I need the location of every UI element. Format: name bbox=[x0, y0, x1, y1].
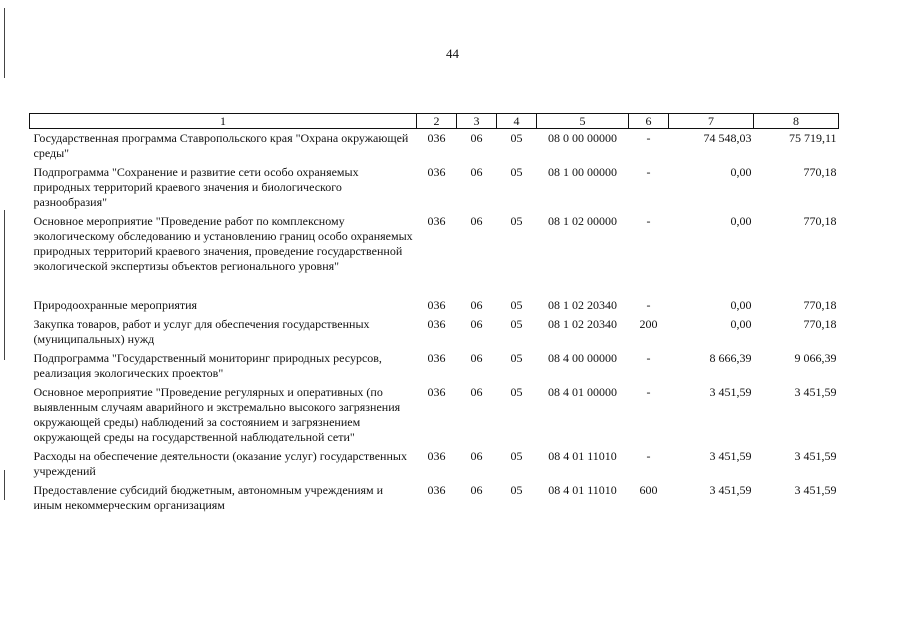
column-header: 2 bbox=[417, 114, 457, 129]
cell-expense-type: - bbox=[646, 385, 651, 399]
cell-amount-1: 8 666,39 bbox=[709, 351, 752, 365]
row-name: Подпрограмма "Сохранение и развитие сети особо охраняемых природных территорий краевого значения и биологического разнообразия" bbox=[33, 165, 359, 209]
row-name: Природоохранные мероприятия bbox=[33, 298, 198, 312]
cell-amount-1: 0,00 bbox=[730, 165, 752, 179]
cell-amount-1: 0,00 bbox=[730, 298, 752, 312]
cell-admin-code: 036 bbox=[427, 317, 446, 331]
cell-section: 06 bbox=[470, 483, 483, 497]
table-row bbox=[30, 383, 839, 447]
row-name: Предоставление субсидий бюджетным, автономным учреждениям и иным некоммерческим организациям bbox=[33, 483, 384, 512]
cell-amount-2: 9 066,39 bbox=[794, 351, 837, 365]
cell-target-article: 08 4 01 11010 bbox=[548, 449, 617, 463]
cell-subsection: 05 bbox=[510, 298, 523, 312]
column-header: 5 bbox=[537, 114, 629, 129]
scan-edge-line bbox=[4, 210, 5, 360]
row-name: Закупка товаров, работ и услуг для обеспечения государственных (муниципальных) нужд bbox=[33, 317, 370, 346]
cell-expense-type: - bbox=[646, 449, 651, 463]
cell-subsection: 05 bbox=[510, 214, 523, 228]
scan-edge-line bbox=[4, 470, 5, 500]
cell-subsection: 05 bbox=[510, 165, 523, 179]
cell-section: 06 bbox=[470, 214, 483, 228]
cell-amount-1: 74 548,03 bbox=[703, 131, 752, 145]
cell-expense-type: - bbox=[646, 351, 651, 365]
cell-expense-type: 600 bbox=[639, 483, 658, 497]
cell-subsection: 05 bbox=[510, 317, 523, 331]
table-row bbox=[30, 212, 839, 276]
cell-expense-type: - bbox=[646, 131, 651, 145]
cell-subsection: 05 bbox=[510, 351, 523, 365]
cell-expense-type: - bbox=[646, 298, 651, 312]
table-row bbox=[30, 163, 839, 212]
header-row bbox=[30, 114, 839, 129]
cell-admin-code: 036 bbox=[427, 351, 446, 365]
scan-edge-line bbox=[4, 8, 5, 78]
column-header: 1 bbox=[30, 114, 417, 129]
page-number: 44 bbox=[446, 46, 459, 61]
cell-amount-2: 770,18 bbox=[803, 317, 837, 331]
table-row bbox=[30, 129, 839, 164]
row-name: Расходы на обеспечение деятельности (оказание услуг) государственных учреждений bbox=[33, 449, 407, 478]
column-header: 4 bbox=[497, 114, 537, 129]
cell-amount-1: 3 451,59 bbox=[709, 449, 752, 463]
cell-target-article: 08 1 00 00000 bbox=[548, 165, 617, 179]
cell-target-article: 08 1 02 20340 bbox=[548, 317, 617, 331]
cell-amount-2: 3 451,59 bbox=[794, 483, 837, 497]
table-row bbox=[30, 315, 839, 349]
cell-amount-1: 0,00 bbox=[730, 317, 752, 331]
cell-target-article: 08 4 01 11010 bbox=[548, 483, 617, 497]
column-header: 7 bbox=[669, 114, 754, 129]
cell-amount-1: 3 451,59 bbox=[709, 483, 752, 497]
column-header: 8 bbox=[754, 114, 839, 129]
row-name: Государственная программа Ставропольского края "Охрана окружающей среды" bbox=[33, 131, 409, 160]
cell-amount-2: 75 719,11 bbox=[788, 131, 837, 145]
cell-amount-2: 3 451,59 bbox=[794, 449, 837, 463]
cell-subsection: 05 bbox=[510, 385, 523, 399]
cell-amount-2: 3 451,59 bbox=[794, 385, 837, 399]
cell-amount-1: 3 451,59 bbox=[709, 385, 752, 399]
cell-section: 06 bbox=[470, 298, 483, 312]
cell-subsection: 05 bbox=[510, 483, 523, 497]
column-header: 6 bbox=[629, 114, 669, 129]
cell-admin-code: 036 bbox=[427, 298, 446, 312]
cell-section: 06 bbox=[470, 165, 483, 179]
table-row bbox=[30, 296, 839, 315]
cell-amount-1: 0,00 bbox=[730, 214, 752, 228]
table-row bbox=[30, 349, 839, 383]
table-row bbox=[30, 447, 839, 481]
cell-admin-code: 036 bbox=[427, 385, 446, 399]
column-header: 3 bbox=[457, 114, 497, 129]
cell-section: 06 bbox=[470, 385, 483, 399]
cell-section: 06 bbox=[470, 317, 483, 331]
spacer-row bbox=[30, 276, 839, 296]
cell-target-article: 08 4 00 00000 bbox=[548, 351, 617, 365]
cell-admin-code: 036 bbox=[427, 131, 446, 145]
cell-section: 06 bbox=[470, 351, 483, 365]
cell-target-article: 08 4 01 00000 bbox=[548, 385, 617, 399]
budget-table bbox=[29, 113, 839, 515]
cell-target-article: 08 1 02 00000 bbox=[548, 214, 617, 228]
cell-amount-2: 770,18 bbox=[803, 298, 837, 312]
cell-expense-type: 200 bbox=[639, 317, 658, 331]
cell-admin-code: 036 bbox=[427, 214, 446, 228]
row-name: Основное мероприятие "Проведение работ по комплексному экологическому обследованию и установлению границ особо охраняемых природных территорий краевого значения, проведение государственной экологической экспертизы объектов регионального уровня" bbox=[33, 214, 413, 273]
cell-amount-2: 770,18 bbox=[803, 214, 837, 228]
cell-target-article: 08 0 00 00000 bbox=[548, 131, 617, 145]
cell-admin-code: 036 bbox=[427, 449, 446, 463]
cell-admin-code: 036 bbox=[427, 483, 446, 497]
row-name: Подпрограмма "Государственный мониторинг природных ресурсов, реализация экологических проектов" bbox=[33, 351, 382, 380]
cell-amount-2: 770,18 bbox=[803, 165, 837, 179]
cell-subsection: 05 bbox=[510, 449, 523, 463]
cell-admin-code: 036 bbox=[427, 165, 446, 179]
cell-expense-type: - bbox=[646, 165, 651, 179]
cell-section: 06 bbox=[470, 449, 483, 463]
row-name: Основное мероприятие "Проведение регулярных и оперативных (по выявленным случаям аварийного и экстремально высокого загрязнения окружающей среды) наблюдений за состоянием и загрязнением окружающей среды на государственной наблюдательной сети" bbox=[33, 385, 401, 444]
cell-target-article: 08 1 02 20340 bbox=[548, 298, 617, 312]
cell-section: 06 bbox=[470, 131, 483, 145]
table-row bbox=[30, 481, 839, 515]
cell-subsection: 05 bbox=[510, 131, 523, 145]
cell-expense-type: - bbox=[646, 214, 651, 228]
